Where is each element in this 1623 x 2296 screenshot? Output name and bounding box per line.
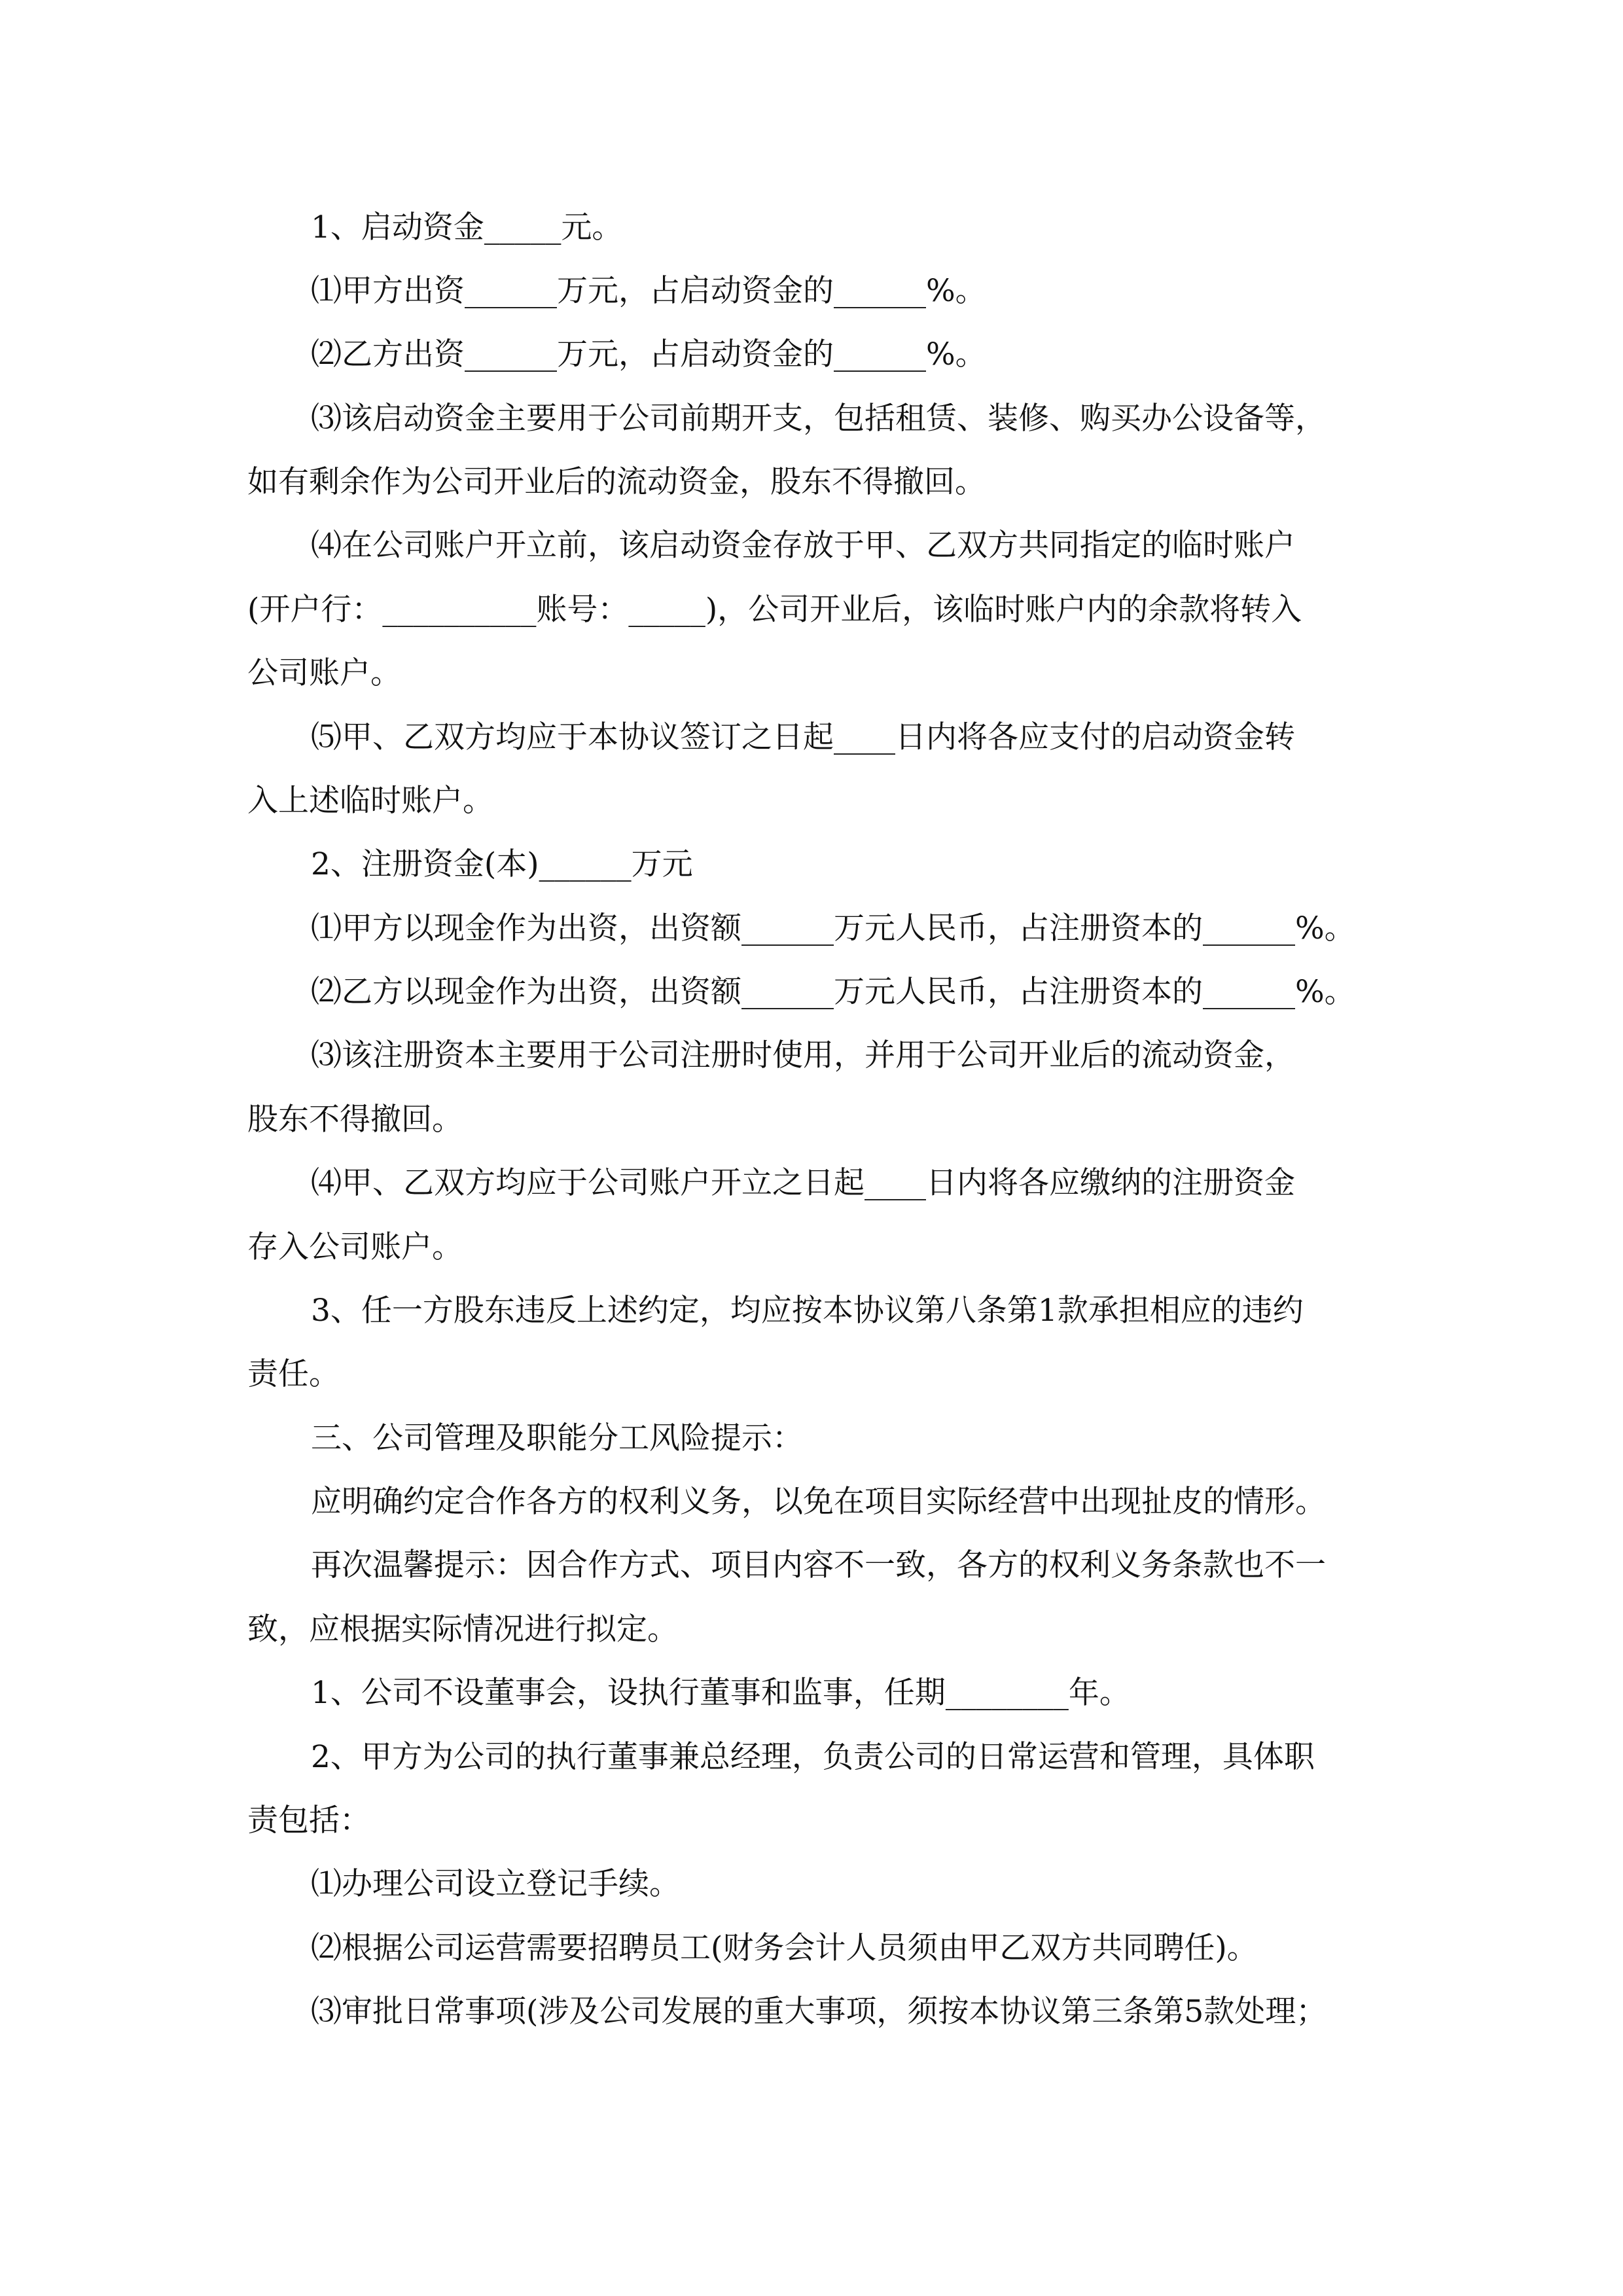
text-line: 存入公司账户。 — [247, 1229, 463, 1265]
text-line: ⑷甲、乙双方均应于公司账户开立之日起____日内将各应缴纳的注册资金 — [311, 1165, 1295, 1201]
text-line: ⑵乙方出资______万元，占启动资金的______%。 — [311, 336, 986, 372]
text-line: ⑵根据公司运营需要招聘员工(财务会计人员须由甲乙双方共同聘任)。 — [311, 1930, 1258, 1966]
text-line: ⑶该注册资本主要用于公司注册时使用，并用于公司开业后的流动资金， — [311, 1037, 1295, 1073]
text-line: ⑷在公司账户开立前，该启动资金存放于甲、乙双方共同指定的临时账户 — [311, 528, 1295, 564]
text-line: 责任。 — [247, 1356, 340, 1392]
text-line: ⑴办理公司设立登记手续。 — [311, 1866, 680, 1902]
text-line: ⑴甲方以现金作为出资，出资额______万元人民币，占注册资本的______%。 — [311, 910, 1355, 946]
text-line: ⑶该启动资金主要用于公司前期开支，包括租赁、装修、购买办公设备等， — [311, 401, 1326, 437]
text-line: ⑶审批日常事项(涉及公司发展的重大事项，须按本协议第三条第5款处理； — [311, 1994, 1327, 2030]
text-line: 2、甲方为公司的执行董事兼总经理，负责公司的日常运营和管理，具体职 — [311, 1739, 1315, 1775]
text-line: 应明确约定合作各方的权利义务，以免在项目实际经营中出现扯皮的情形。 — [311, 1484, 1326, 1520]
text-line: 2、注册资金(本)______万元 — [311, 846, 693, 882]
text-line: 责包括： — [247, 1803, 370, 1839]
text-line: (开户行：__________账号：_____)，公司开业后，该临时账户内的余款将转入 — [247, 592, 1302, 628]
text-line: 公司账户。 — [247, 655, 401, 691]
text-line: ⑵乙方以现金作为出资，出资额______万元人民币，占注册资本的______%。 — [311, 974, 1355, 1010]
text-line: 1、公司不设董事会，设执行董事和监事，任期________年。 — [311, 1675, 1130, 1711]
text-line: 股东不得撤回。 — [247, 1102, 463, 1138]
text-line: 入上述临时账户。 — [247, 783, 493, 819]
section-heading: 三、公司管理及职能分工风险提示： — [311, 1420, 803, 1456]
text-line: 致，应根据实际情况进行拟定。 — [247, 1611, 678, 1647]
text-line: 1、启动资金_____元。 — [311, 209, 623, 245]
text-line: ⑸甲、乙双方均应于本协议签订之日起____日内将各应支付的启动资金转 — [311, 719, 1295, 755]
text-line: 再次温馨提示：因合作方式、项目内容不一致，各方的权利义务条款也不一 — [311, 1547, 1326, 1583]
text-line: 3、任一方股东违反上述约定，均应按本协议第八条第1款承担相应的违约 — [311, 1293, 1304, 1329]
text-line: 如有剩余作为公司开业后的流动资金，股东不得撤回。 — [247, 464, 986, 500]
text-line: ⑴甲方出资______万元，占启动资金的______%。 — [311, 273, 986, 309]
